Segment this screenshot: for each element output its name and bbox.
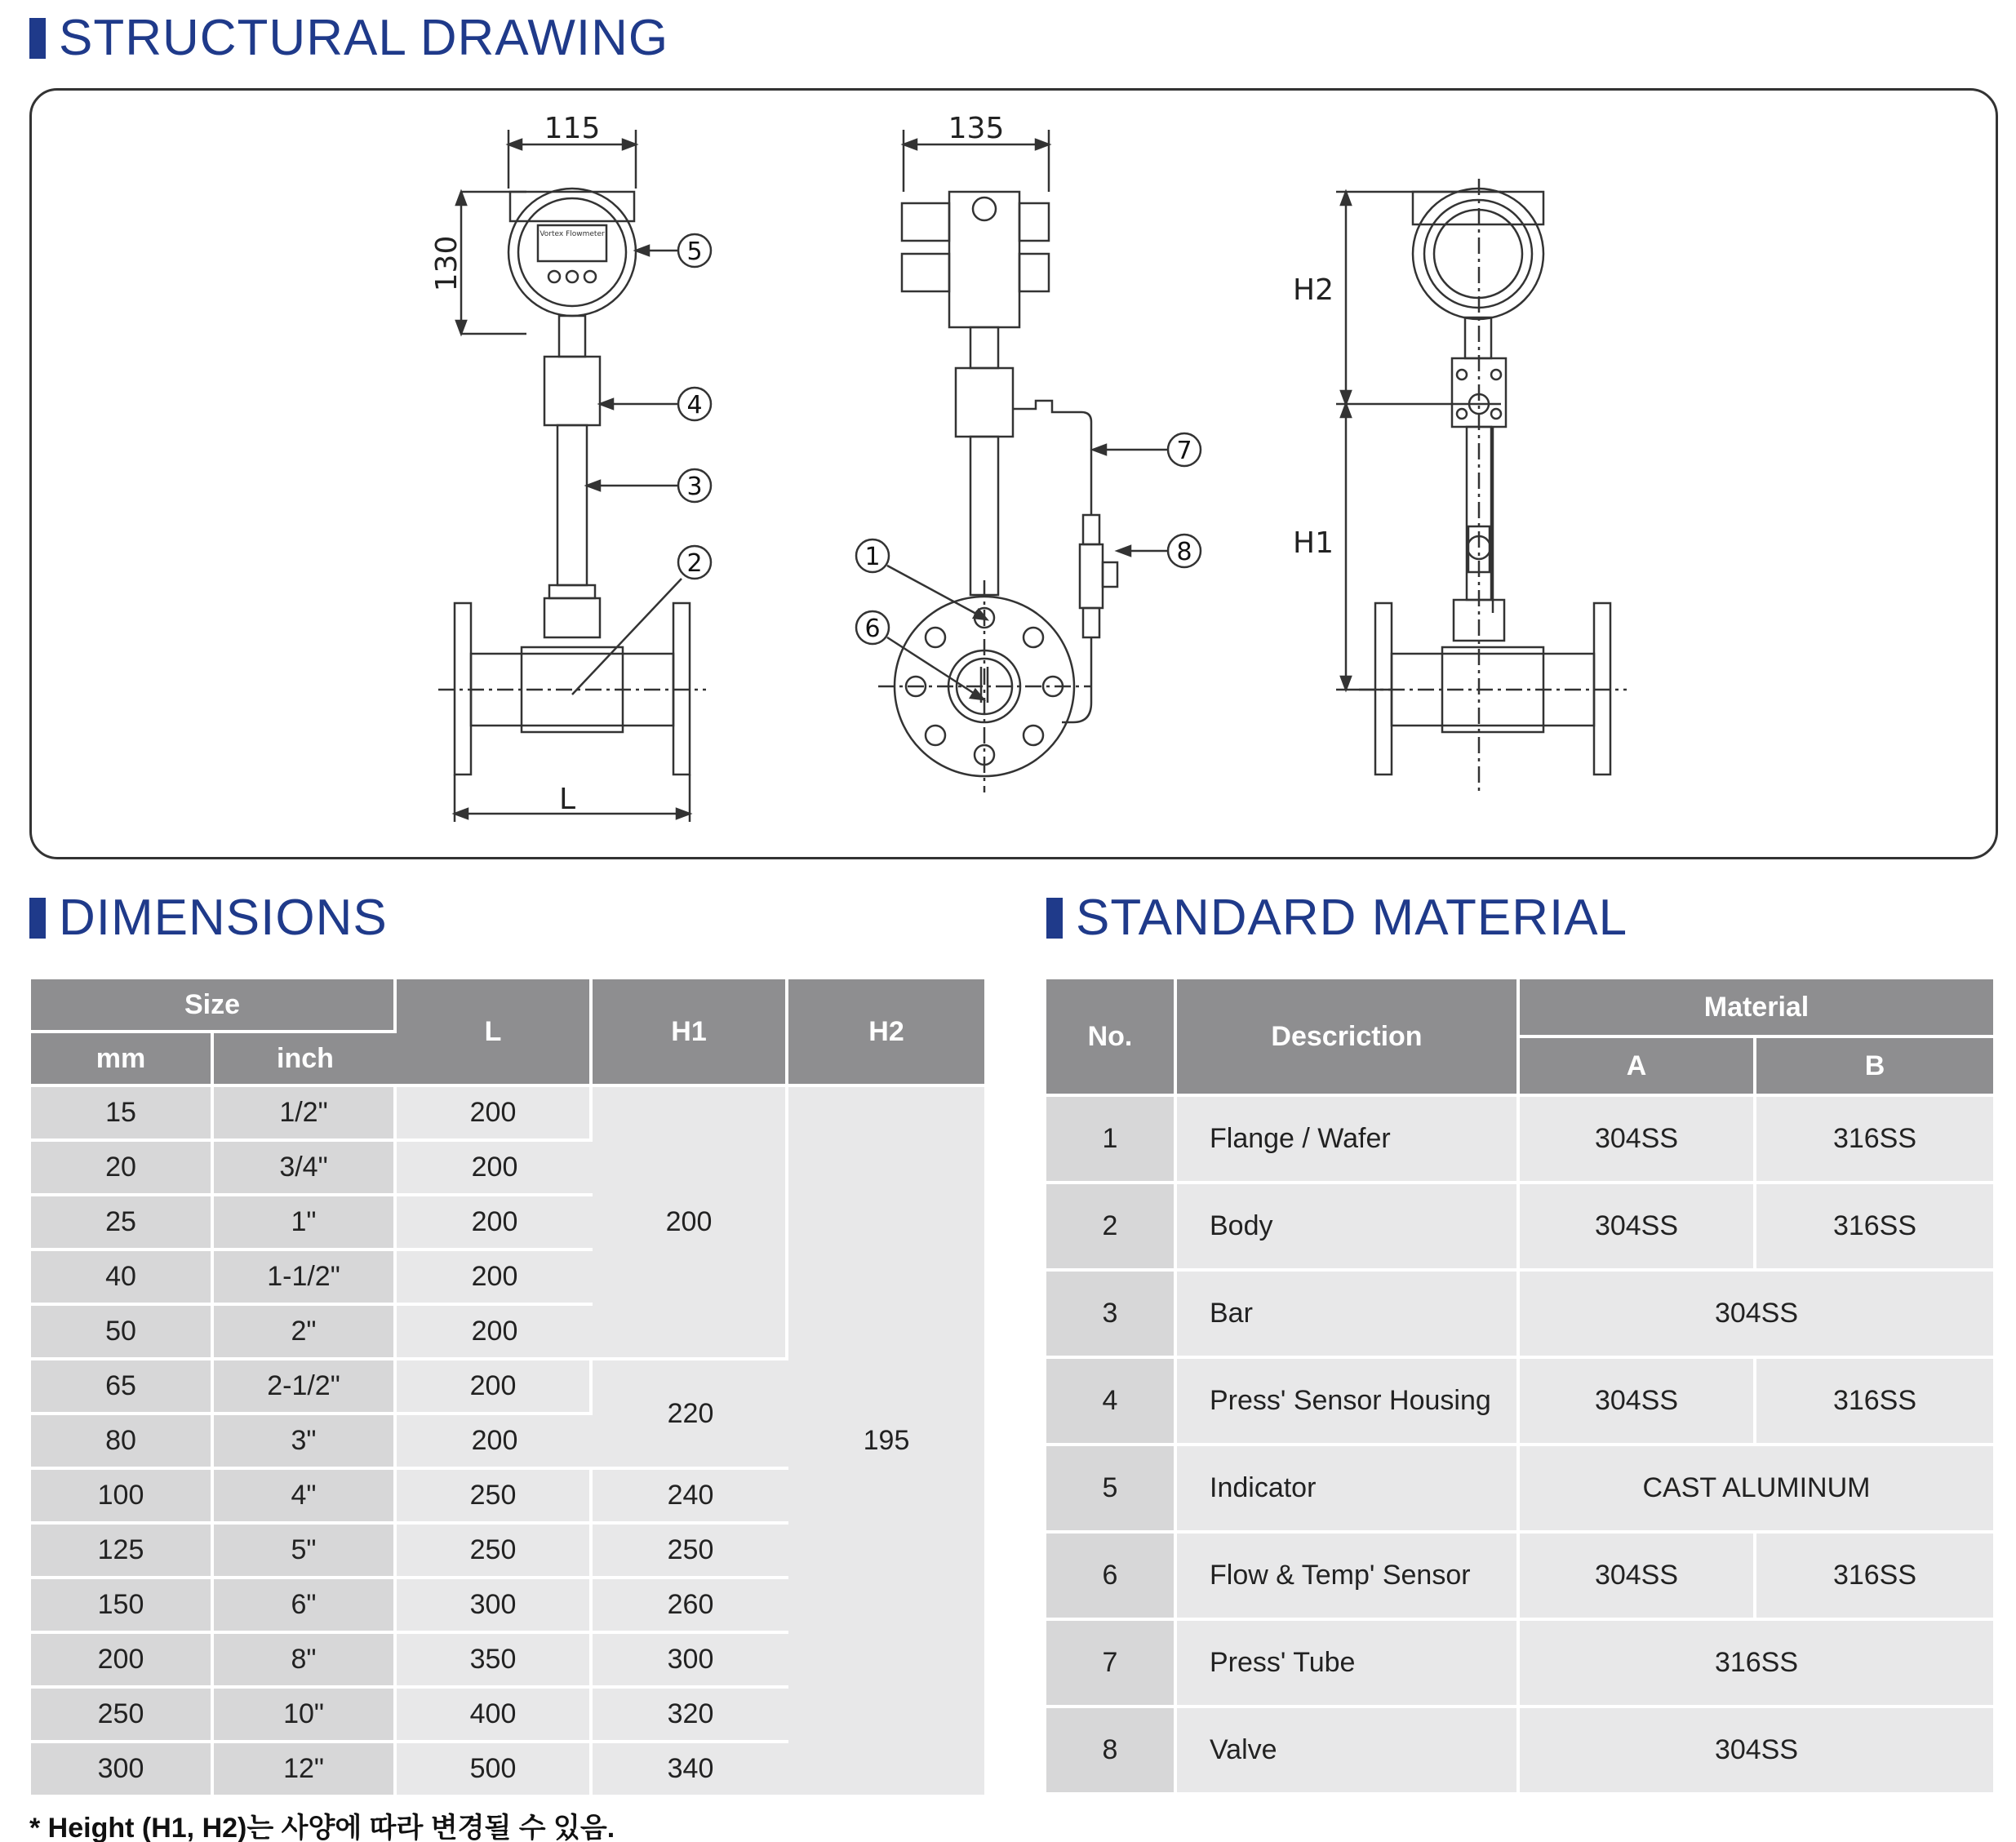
- callout-8: 8: [1176, 538, 1192, 566]
- cell-l: 500: [397, 1743, 593, 1798]
- callout-4: 4: [686, 391, 703, 419]
- table-row: [1046, 1446, 1993, 1534]
- cell-no: 3: [1046, 1272, 1177, 1359]
- dimensions-heading: [29, 890, 388, 946]
- cell-no: 5: [1046, 1446, 1177, 1534]
- cell-mm: 50: [31, 1306, 214, 1360]
- cell-inch: 1": [214, 1196, 397, 1251]
- cell-mm: 250: [31, 1689, 214, 1743]
- cell-l: 200: [397, 1087, 593, 1142]
- cell-inch: 1/2": [214, 1087, 397, 1142]
- cell-inch: 3/4": [214, 1142, 397, 1196]
- table-row: [1046, 1272, 1993, 1359]
- callout-1: 1: [864, 543, 881, 571]
- cell-material-b: 316SS: [1756, 1359, 1993, 1446]
- table-row: [31, 1087, 984, 1142]
- cell-l: 400: [397, 1689, 593, 1743]
- cell-material-a: 304SS: [1520, 1184, 1756, 1272]
- cell-l: 200: [397, 1360, 593, 1415]
- dim-front-height: 130: [430, 235, 464, 292]
- cell-material-both: 304SS: [1520, 1708, 1993, 1795]
- dim-front-width: 115: [544, 112, 601, 145]
- cell-h1: 300: [593, 1634, 788, 1689]
- cell-no: 2: [1046, 1184, 1177, 1272]
- cell-h1: 340: [593, 1743, 788, 1798]
- cell-material-both: 304SS: [1520, 1272, 1993, 1359]
- cell-no: 4: [1046, 1359, 1177, 1446]
- cell-material-a: 304SS: [1520, 1097, 1756, 1184]
- structural-drawing-heading: [29, 10, 669, 66]
- cell-h1: 320: [593, 1689, 788, 1743]
- cell-l: 350: [397, 1634, 593, 1689]
- cell-inch: 1-1/2": [214, 1251, 397, 1306]
- cell-description: Press' Tube: [1177, 1621, 1520, 1708]
- cell-mm: 25: [31, 1196, 214, 1251]
- cell-material-a: 304SS: [1520, 1534, 1756, 1621]
- cell-mm: 300: [31, 1743, 214, 1798]
- dimensions-title: DIMENSIONS: [59, 890, 388, 946]
- cell-material-b: 316SS: [1756, 1534, 1993, 1621]
- cell-h1: 250: [593, 1525, 788, 1579]
- cell-material-a: 304SS: [1520, 1359, 1756, 1446]
- table-row: [1046, 1621, 1993, 1708]
- cell-h1-group-small: 200: [593, 1087, 788, 1360]
- cell-description: Press' Sensor Housing: [1177, 1359, 1520, 1446]
- table-row: [1046, 1708, 1993, 1795]
- callout-6: 6: [864, 615, 881, 643]
- cell-no: 7: [1046, 1621, 1177, 1708]
- header-h2: H2: [788, 979, 984, 1087]
- cell-mm: 125: [31, 1525, 214, 1579]
- table-row: [1046, 1184, 1993, 1272]
- cell-l: 200: [397, 1251, 593, 1306]
- dimensions-table: [31, 979, 984, 1798]
- structural-drawing-panel: [29, 88, 1998, 859]
- heading-marker: [1046, 898, 1063, 939]
- cell-l: 250: [397, 1470, 593, 1525]
- callout-7: 7: [1176, 437, 1192, 465]
- standard-material-heading: [1046, 890, 1628, 946]
- cell-l: 250: [397, 1525, 593, 1579]
- header-mm: mm: [31, 1033, 214, 1087]
- cell-mm: 15: [31, 1087, 214, 1142]
- cell-h1: 240: [593, 1470, 788, 1525]
- cell-no: 8: [1046, 1708, 1177, 1795]
- header-inch: inch: [214, 1033, 397, 1087]
- dim-h1: H1: [1293, 526, 1334, 560]
- cell-h1-group-mid: 220: [593, 1360, 788, 1470]
- structural-drawing: [32, 91, 1998, 859]
- table-row: [1046, 1534, 1993, 1621]
- cell-material-b: 316SS: [1756, 1097, 1993, 1184]
- cell-description: Flow & Temp' Sensor: [1177, 1534, 1520, 1621]
- cell-description: Body: [1177, 1184, 1520, 1272]
- callout-3: 3: [686, 473, 703, 501]
- header-a: A: [1520, 1038, 1756, 1097]
- standard-material-title: STANDARD MATERIAL: [1076, 890, 1628, 946]
- standard-material-table: [1046, 979, 1993, 1795]
- cell-l: 200: [397, 1196, 593, 1251]
- callouts-side: [856, 433, 1201, 699]
- callout-2: 2: [686, 549, 703, 578]
- cell-description: Valve: [1177, 1708, 1520, 1795]
- dim-h2: H2: [1293, 273, 1334, 307]
- cell-inch: 8": [214, 1634, 397, 1689]
- cell-mm: 200: [31, 1634, 214, 1689]
- cell-material-both: 316SS: [1520, 1621, 1993, 1708]
- material-header-row: [1046, 979, 1993, 1038]
- cell-h1: 260: [593, 1579, 788, 1634]
- cell-mm: 65: [31, 1360, 214, 1415]
- header-description: Descriction: [1177, 979, 1520, 1097]
- cell-description: Indicator: [1177, 1446, 1520, 1534]
- cell-no: 1: [1046, 1097, 1177, 1184]
- heading-marker: [29, 18, 46, 59]
- cell-inch: 10": [214, 1689, 397, 1743]
- rear-view: [1293, 179, 1627, 792]
- display-label: Vortex Flowmeter: [540, 230, 605, 238]
- cell-mm: 20: [31, 1142, 214, 1196]
- cell-inch: 3": [214, 1415, 397, 1470]
- table-row: [1046, 1359, 1993, 1446]
- cell-l: 300: [397, 1579, 593, 1634]
- callout-5: 5: [686, 237, 703, 266]
- cell-l: 200: [397, 1142, 593, 1196]
- cell-inch: 12": [214, 1743, 397, 1798]
- cell-material-b: 316SS: [1756, 1184, 1993, 1272]
- header-h1: H1: [593, 979, 788, 1087]
- cell-mm: 150: [31, 1579, 214, 1634]
- cell-material-both: CAST ALUMINUM: [1520, 1446, 1993, 1534]
- header-material: Material: [1520, 979, 1993, 1038]
- dim-length: L: [558, 783, 576, 816]
- header-l: L: [397, 979, 593, 1087]
- header-size: Size: [31, 979, 397, 1033]
- table-row: [1046, 1097, 1993, 1184]
- front-view: [430, 112, 706, 822]
- dimensions-header-row: [31, 979, 984, 1033]
- cell-inch: 6": [214, 1579, 397, 1634]
- dim-side-width: 135: [948, 112, 1005, 145]
- side-view: [878, 112, 1117, 792]
- cell-inch: 5": [214, 1525, 397, 1579]
- cell-inch: 4": [214, 1470, 397, 1525]
- header-b: B: [1756, 1038, 1993, 1097]
- cell-mm: 80: [31, 1415, 214, 1470]
- cell-inch: 2": [214, 1306, 397, 1360]
- heading-marker: [29, 898, 46, 939]
- cell-l: 200: [397, 1415, 593, 1470]
- cell-mm: 100: [31, 1470, 214, 1525]
- cell-description: Bar: [1177, 1272, 1520, 1359]
- cell-l: 200: [397, 1306, 593, 1360]
- cell-inch: 2-1/2": [214, 1360, 397, 1415]
- cell-no: 6: [1046, 1534, 1177, 1621]
- structural-drawing-title: STRUCTURAL DRAWING: [59, 10, 669, 66]
- header-no: No.: [1046, 979, 1177, 1097]
- cell-mm: 40: [31, 1251, 214, 1306]
- cell-h2-all: 195: [788, 1087, 984, 1798]
- cell-description: Flange / Wafer: [1177, 1097, 1520, 1184]
- footnote: * Height (H1, H2)는 사양에 따라 변경될 수 있음.: [29, 1813, 615, 1842]
